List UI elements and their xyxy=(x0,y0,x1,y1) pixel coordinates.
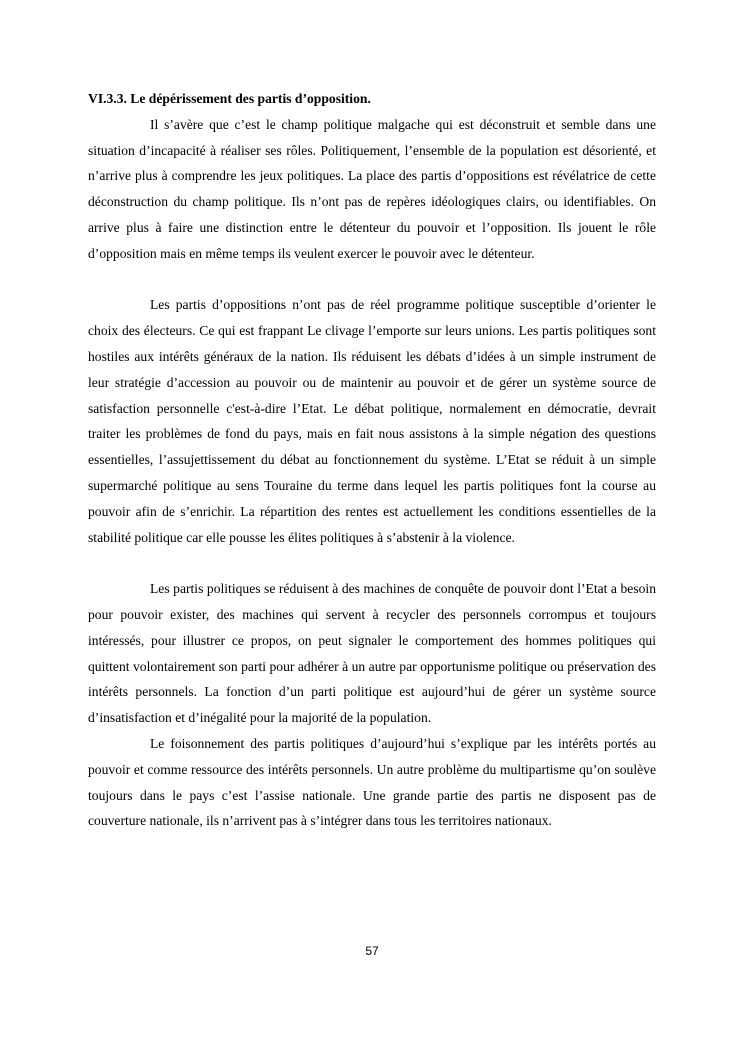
paragraph-4: Le foisonnement des partis politiques d’aujourd’hui s’explique par les intérêts portés au pouvoir et comme ressource des intérêts personnels. Un autre problème du multipartisme qu’on soulève toujours dans le pays c’est l’assise nationale. Une grande partie des partis ne disposent pas de couverture nationale, ils n’arrivent pas à s’intégrer dans tous les territoires nationaux. xyxy=(88,735,656,829)
page-number: 57 xyxy=(365,944,379,958)
section-heading: VI.3.3. Le dépérissement des partis d’opposition. xyxy=(88,91,371,106)
paragraph-1: Il s’avère que c’est le champ politique malgache qui est déconstruit et semble dans une situation d’incapacité à réaliser ses rôles. Politiquement, l’ensemble de la population est désorienté, et n’arrive plus à comprendre les jeux politiques. La place des partis d’oppositions est révélatrice de cette déconstruction du champ politique. Ils n’ont pas de repères idéologiques clairs, ou identifiables. On arrive plus à faire une distinction entre le détenteur du pouvoir et l’opposition. Ils jouent le rôle d’opposition mais en même temps ils veulent exercer le pouvoir avec le détenteur. xyxy=(88,116,656,261)
document-body xyxy=(88,86,656,834)
paragraph-spacer xyxy=(88,550,656,576)
paragraph-3: Les partis politiques se réduisent à des machines de conquête de pouvoir dont l’Etat a besoin pour pouvoir exister, des machines qui servent à recycler des personnels corrompus et toujours intéressés, pour illustrer ce propos, on peut signaler le comportement des hommes politiques qui quittent volontairement son parti pour adhérer à un autre par opportunisme politique ou préservation des intérêts personnels. La fonction d’un parti politique est aujourd’hui de gérer un système source d’insatisfaction et d’inégalité pour la majorité de la population. xyxy=(88,581,656,726)
paragraph-spacer xyxy=(88,267,656,293)
paragraph-2: Les partis d’oppositions n’ont pas de réel programme politique susceptible d’orienter le choix des électeurs. Ce qui est frappant Le clivage l’emporte sur leurs unions. Les partis politiques sont hostiles aux intérêts généraux de la nation. Ils réduisent les débats d’idées à un simple instrument de leur stratégie d’accession au pouvoir ou de maintenir au pouvoir et de gérer un système source de satisfaction personnelle c'est-à-dire l’Etat. Le débat politique, normalement en démocratie, devrait traiter les problèmes de fond du pays, mais en fait nous assistons à la simple négation des questions essentielles, l’assujettissement du débat au fonctionnement du système. L’Etat se réduit à un simple supermarché politique au sens Touraine du terme dans lequel les partis politiques font la course au pouvoir afin de s’enrichir. La répartition des rentes est actuellement les conditions essentielles de la stabilité politique car elle pousse les élites politiques à s’abstenir à la violence. xyxy=(88,297,656,545)
